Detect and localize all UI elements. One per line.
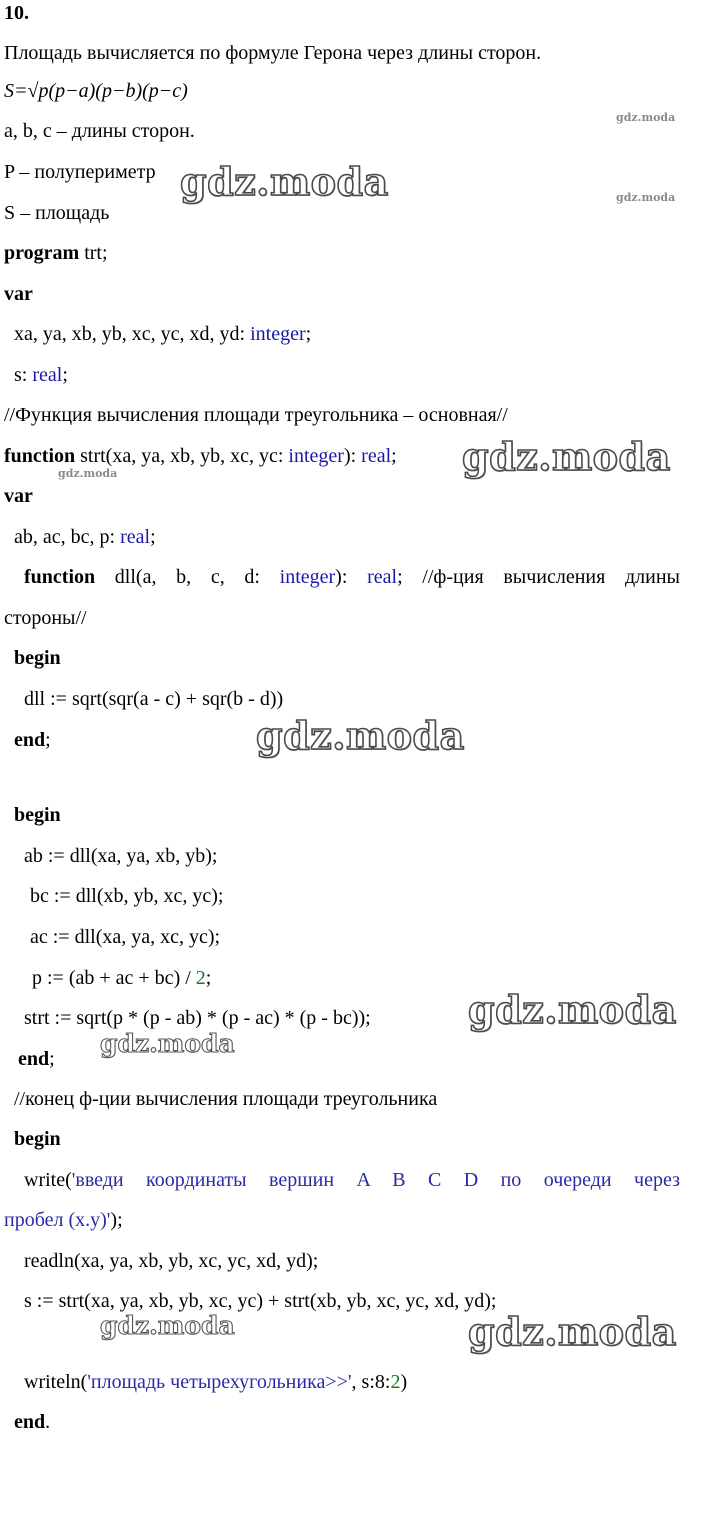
note-area: S – площадь <box>4 202 110 224</box>
code-ab-line: ab := dll(xa, ya, xb, yb); <box>24 845 218 867</box>
keyword-end: end <box>14 1411 46 1433</box>
number-two: 2 <box>390 1371 401 1393</box>
comment-main-function: //Функция вычисления площади треугольника – основная// <box>4 404 508 426</box>
code-bc-line: bc := dll(xb, yb, xc, yc); <box>30 885 224 907</box>
keyword-program: program <box>4 242 80 264</box>
semicolon: ; <box>45 729 51 751</box>
code-strt-line: strt := sqrt(p * (p - ab) * (p - ac) * (p - bc)); <box>24 1007 371 1029</box>
writeln-call: writeln( <box>24 1371 88 1393</box>
p-expression: p := (ab + ac + bc) / <box>32 967 196 989</box>
code-vars-line-1 <box>4 321 311 347</box>
type-real: real <box>361 445 392 467</box>
dll-params: dll(a, b, c, d: <box>95 566 280 588</box>
task-number: 10. <box>4 2 29 24</box>
keyword-function: function <box>24 566 96 588</box>
watermark-large: gdz.moda <box>256 713 465 758</box>
watermark-small: gdz.moda <box>616 111 676 124</box>
write-string-part-2: пробел (x.y)' <box>4 1209 111 1231</box>
type-integer: integer <box>279 566 336 588</box>
end-dot: . <box>45 1411 51 1433</box>
watermark-small: gdz.moda <box>58 467 118 480</box>
comment-end-function: //конец ф-ции вычисления площади треугольника <box>14 1088 438 1110</box>
code-program-line <box>4 240 108 266</box>
dll-colon: ): <box>335 566 368 588</box>
dll-comment: ; //ф-ция вычисления длины <box>397 566 680 588</box>
writeln-format: , s:8: <box>351 1371 391 1393</box>
keyword-end: end <box>14 729 46 751</box>
semicolon: ; <box>62 364 68 386</box>
number-two: 2 <box>195 967 206 989</box>
semicolon: ; <box>205 967 212 989</box>
semicolon: ; <box>391 445 397 467</box>
heron-formula: S=√p(p−a)(p−b)(p−c) <box>4 80 188 102</box>
watermark-large: gdz.moda <box>180 159 389 204</box>
keyword-end: end <box>18 1048 50 1070</box>
watermark-medium: gdz.moda <box>100 1311 235 1340</box>
inner-vars-list: ab, ac, bc, p: <box>4 526 121 548</box>
code-write-line-2 <box>4 1207 123 1233</box>
code-end-strt <box>18 1046 55 1072</box>
keyword-var-inner: var <box>4 485 33 507</box>
code-end-program <box>14 1409 50 1435</box>
dll-comment-continued: стороны// <box>4 607 87 629</box>
type-integer: integer <box>288 445 344 467</box>
keyword-var: var <box>4 283 33 305</box>
watermark-large: gdz.moda <box>468 987 677 1032</box>
semicolon: ; <box>49 1048 55 1070</box>
watermark-medium: gdz.moda <box>100 1029 235 1058</box>
type-real: real <box>367 566 398 588</box>
var-s: s: <box>4 364 33 386</box>
write-string-part-1: 'введи координаты вершин A B C D по очереди через <box>71 1169 680 1191</box>
strt-params: strt(xa, ya, xb, yb, xc, yc: <box>75 445 289 467</box>
intro-text: Площадь вычисляется по формуле Герона через длины сторон. <box>4 42 542 64</box>
semicolon: ; <box>305 323 312 345</box>
writeln-string: 'площадь четырехугольника>>' <box>87 1371 352 1393</box>
code-inner-vars <box>4 524 156 550</box>
type-real: real <box>120 526 151 548</box>
note-sides: a, b, c – длины сторон. <box>4 120 195 142</box>
code-end-dll <box>14 727 51 753</box>
code-dll-body: dll := sqrt(sqr(a - c) + sqr(b - d)) <box>24 688 284 710</box>
code-p-line <box>32 965 211 991</box>
semicolon: ; <box>150 526 156 548</box>
code-write-line-1 <box>4 1167 680 1193</box>
code-strt-signature <box>4 443 397 469</box>
watermark-large: gdz.moda <box>462 434 671 479</box>
code-vars-line-2 <box>4 362 68 388</box>
write-close: ); <box>110 1209 123 1231</box>
type-integer: integer <box>250 323 306 345</box>
strt-colon: ): <box>343 445 362 467</box>
watermark-small: gdz.moda <box>616 191 676 204</box>
vars-list: xa, ya, xb, yb, xc, yc, xd, yd: <box>4 323 251 345</box>
watermark-large: gdz.moda <box>468 1309 677 1354</box>
code-readln-line: readln(xa, ya, xb, yb, xc, yc, xd, yd); <box>24 1250 319 1272</box>
keyword-begin-main: begin <box>14 1128 61 1150</box>
note-semiperimeter: P – полупериметр <box>4 161 156 183</box>
write-call: write( <box>24 1169 72 1191</box>
code-dll-signature <box>4 564 680 590</box>
type-real: real <box>32 364 63 386</box>
keyword-begin-strt: begin <box>14 804 61 826</box>
code-s-line: s := strt(xa, ya, xb, yb, xc, yc) + strt(xb, yb, xc, yc, xd, yd); <box>24 1290 497 1312</box>
keyword-function: function <box>4 445 76 467</box>
program-name: trt; <box>79 242 108 264</box>
code-writeln-line <box>24 1369 407 1395</box>
code-ac-line: ac := dll(xa, ya, xc, yc); <box>30 926 221 948</box>
keyword-begin-dll: begin <box>14 647 61 669</box>
writeln-close: ) <box>400 1371 408 1393</box>
